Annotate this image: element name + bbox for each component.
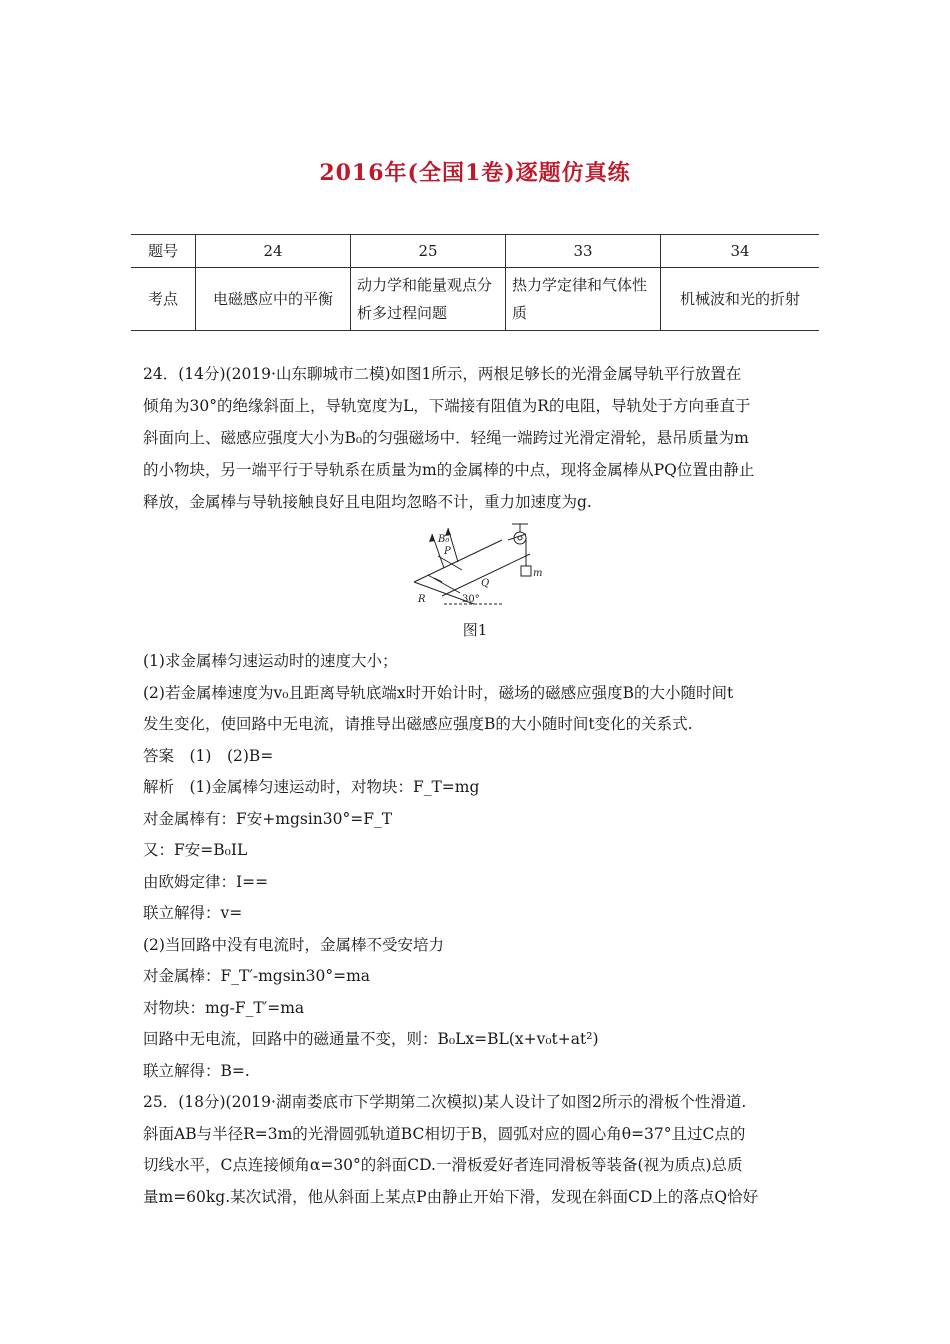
text-line: 对物块：mg-F_T′=ma: [143, 998, 305, 1017]
text-line: 释放，金属棒与导轨接触良好且电阻均忽略不计，重力加速度为g.: [143, 493, 592, 511]
topic-table: [131, 234, 819, 331]
table-row: [131, 268, 819, 331]
label-angle: 30°: [462, 594, 480, 605]
table-header-cell: 34: [661, 235, 820, 268]
text-line: 联立解得：B=.: [143, 1061, 250, 1080]
text-line: 斜面向上、磁感应强度大小为B₀的匀强磁场中．轻绳一端跨过光滑定滑轮，悬吊质量为m: [143, 429, 749, 447]
table-cell: 机械波和光的折射: [661, 268, 820, 331]
text-line: 答案 (1) (2)B=: [143, 746, 274, 765]
table-header-cell: 25: [351, 235, 506, 268]
text-line: 发生变化，使回路中无电流，请推导出磁感应强度B的大小随时间t变化的关系式.: [143, 715, 693, 733]
text-line: 量m=60kg.某次试滑，他从斜面上某点P由静止开始下滑，发现在斜面CD上的落点Q恰好: [143, 1187, 759, 1206]
text-line: 24．(14分)(2019·山东聊城市二模)如图1所示，两根足够长的光滑金属导轨平行放置在: [143, 365, 742, 383]
label-p: P: [444, 546, 451, 557]
text-line: 对金属棒：F_T′-mgsin30°=ma: [143, 967, 371, 985]
text-line: 的小物块，另一端平行于导轨系在质量为m的金属棒的中点，现将金属棒从PQ位置由静止: [143, 461, 755, 479]
text-line: 回路中无电流，回路中的磁通量不变，则：B₀Lx=BL(x+v₀t+at²): [143, 1030, 599, 1048]
table-header-cell: 33: [506, 235, 661, 268]
table-cell: 考点: [131, 268, 196, 331]
label-b0: B₀: [438, 534, 450, 545]
text-line: 倾角为30°的绝缘斜面上，导轨宽度为L，下端接有阻值为R的电阻，导轨处于方向垂直于: [143, 397, 751, 415]
label-r: R: [418, 594, 426, 605]
text-line: 解析 (1)金属棒匀速运动时，对物块：F_T=mg: [143, 778, 480, 796]
text-line: 25．(18分)(2019·湖南娄底市下学期第二次模拟)某人设计了如图2所示的滑板个性滑道.: [143, 1093, 747, 1111]
text-line: 联立解得：v=: [143, 904, 243, 922]
page-title: 2016年(全国1卷)逐题仿真练: [319, 160, 631, 186]
table-cell: 电磁感应中的平衡: [196, 268, 351, 331]
table-header-cell: 24: [196, 235, 351, 268]
text-line: (2)若金属棒速度为v₀且距离导轨底端x时开始计时，磁场的磁感应强度B的大小随时间t: [143, 683, 734, 702]
table-cell: 热力学定律和气体性质: [506, 268, 661, 331]
text-line: 切线水平，C点连接倾角α=30°的斜面CD.一滑板爱好者连同滑板等装备(视为质点)总质: [143, 1156, 743, 1174]
text-line: (1)求金属棒匀速运动时的速度大小；: [143, 652, 398, 670]
text-line: 又：F安=B₀IL: [143, 841, 248, 859]
text-line: 斜面AB与半径R=3m的光滑圆弧轨道BC相切于B，圆弧对应的圆心角θ=37°且过C点的: [143, 1124, 746, 1143]
label-m: m: [533, 568, 543, 579]
table-header-row: [131, 235, 819, 268]
table-header-cell: 题号: [131, 235, 196, 268]
figure-caption: 图1: [462, 621, 488, 639]
incline-rail-figure: [404, 520, 554, 606]
label-q: Q: [481, 578, 490, 589]
problem-24-text: [143, 358, 823, 518]
text-line: 由欧姆定律：I==: [143, 872, 269, 891]
table-cell: 动力学和能量观点分析多过程问题: [351, 268, 506, 331]
solution-text: [143, 646, 823, 1213]
text-line: (2)当回路中没有电流时，金属棒不受安培力: [143, 935, 444, 954]
text-line: 对金属棒有：F安+mgsin30°=F_T: [143, 809, 393, 828]
